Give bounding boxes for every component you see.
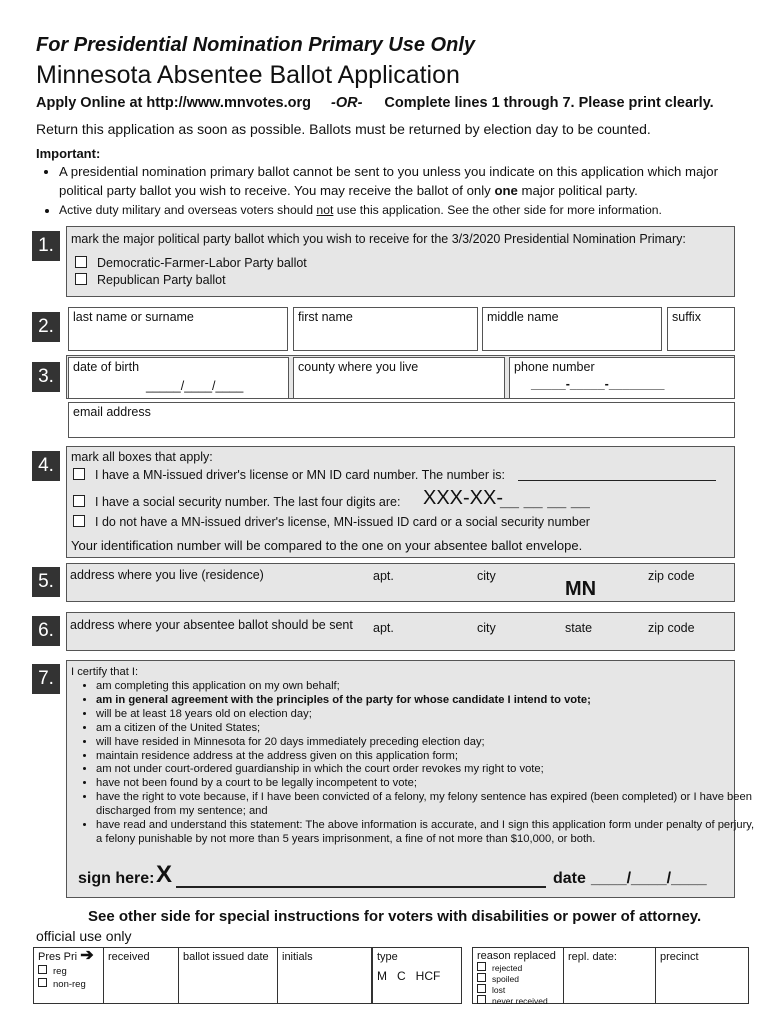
non-reg-label: non-reg xyxy=(53,979,86,990)
type-box xyxy=(372,947,462,1004)
party-prompt: mark the major political party ballot which you wish to receive for the 3/3/2020 Presidential Nomination Primary: xyxy=(71,232,686,246)
residence-apt-label: apt. xyxy=(373,569,394,583)
sign-x-mark: X xyxy=(156,861,173,888)
arrow-right-icon: ➔ xyxy=(80,947,94,964)
or-text: -OR- xyxy=(330,95,363,111)
dob-blank: _____/____/____ xyxy=(146,379,244,393)
ssn-prefix: XXX-XX- xyxy=(423,487,504,509)
ssn-checkbox[interactable] xyxy=(73,495,85,507)
lost-checkbox[interactable] xyxy=(477,984,486,993)
residence-city-label: city xyxy=(477,569,496,583)
reg-checkbox[interactable] xyxy=(38,965,47,974)
received-box xyxy=(103,947,179,1004)
complete-lines-text: Complete lines 1 through 7. Please print clearly. xyxy=(384,95,714,111)
mailing-address-label: address where your absentee ballot should be sent xyxy=(70,618,353,632)
dfl-checkbox[interactable] xyxy=(75,256,87,268)
first-name-field[interactable]: first name xyxy=(293,307,478,351)
cert-item: • have read and understand this statement: The above information is accurate, and I sign this application form under penalty of perjury, a felony punishable by not more than 5 years imprisonment, a fine of not more than $10,000, or both. xyxy=(96,819,756,847)
certification-list xyxy=(70,680,756,847)
mailing-city-label: city xyxy=(477,621,496,635)
cert-item: • am not under court-ordered guardianship in which the court order revokes my right to vote; xyxy=(96,763,756,777)
important-list xyxy=(36,162,759,220)
signature-date-blank[interactable]: ____/____/____ xyxy=(591,870,707,887)
no-id-option[interactable]: I do not have a MN-issued driver's license, MN-issued ID card or a social security number xyxy=(73,515,590,529)
dfl-option[interactable]: Democratic-Farmer-Labor Party ballot xyxy=(75,256,307,270)
suffix-field[interactable]: suffix xyxy=(667,307,735,351)
ballot-issued-date-label: ballot issued date xyxy=(183,951,269,963)
signature-line[interactable] xyxy=(176,886,546,888)
section-5-number: 5. xyxy=(32,567,60,597)
precinct-label: precinct xyxy=(660,951,699,963)
return-text: Return this application as soon as possible. Ballots must be returned by election day to be counted. xyxy=(36,121,651,137)
cert-item: • am in general agreement with the principles of the party for whose candidate I intend to vote; xyxy=(96,694,756,708)
section-3-number: 3. xyxy=(32,362,60,392)
no-id-checkbox[interactable] xyxy=(73,515,85,527)
repl-date-box xyxy=(563,947,656,1004)
instructions-line xyxy=(36,95,714,111)
republican-option[interactable]: Republican Party ballot xyxy=(75,273,226,287)
ssn-blanks[interactable]: __ __ __ __ xyxy=(500,491,590,510)
mailing-zip-label: zip code xyxy=(648,621,695,635)
precinct-box xyxy=(655,947,749,1004)
repl-date-label: repl. date: xyxy=(568,951,617,963)
spoiled-label: spoiled xyxy=(492,974,519,984)
id-note: Your identification number will be compared to the one on your absentee ballot envelope. xyxy=(71,538,583,553)
drivers-license-checkbox[interactable] xyxy=(73,468,85,480)
cert-item: • maintain residence address at the address given on this application form; xyxy=(96,750,756,764)
date-label: date xyxy=(553,870,586,887)
middle-name-field[interactable]: middle name xyxy=(482,307,662,351)
certify-label: I certify that I: xyxy=(71,666,139,678)
ssn-option[interactable]: I have a social security number. The last four digits are: xyxy=(73,495,400,509)
reg-label: reg xyxy=(53,966,67,977)
phone-field[interactable]: phone number xyxy=(509,357,735,399)
pres-pri-label: Pres Pri ➔ xyxy=(38,947,94,964)
official-use-label: official use only xyxy=(36,928,132,944)
initials-label: initials xyxy=(282,951,313,963)
primary-use-heading: For Presidential Nomination Primary Use Only xyxy=(36,34,476,56)
mailing-apt-label: apt. xyxy=(373,621,394,635)
residence-address-label: address where you live (residence) xyxy=(70,568,264,582)
section-1-number: 1. xyxy=(32,231,60,261)
initials-box xyxy=(277,947,372,1004)
apply-online-link[interactable]: Apply Online at http://www.mnvotes.org xyxy=(36,95,311,111)
reason-replaced-box xyxy=(472,947,564,1004)
section-6-number: 6. xyxy=(32,616,60,646)
important-bullet-1: • A presidential nomination primary ballot cannot be sent to you unless you indicate on this application which major political party ballot you wish to receive. You may receive the ballot of only one major political party. xyxy=(59,162,759,200)
phone-blank: _____-_____-________ xyxy=(531,377,665,391)
cert-item: • will have resided in Minnesota for 20 days immediately preceding election day; xyxy=(96,736,756,750)
received-label: received xyxy=(108,951,150,963)
sign-here-label: sign here: xyxy=(78,870,155,887)
rejected-checkbox[interactable] xyxy=(477,962,486,971)
drivers-license-option[interactable]: I have a MN-issued driver's license or MN ID card number. The number is: xyxy=(73,468,505,482)
rejected-label: rejected xyxy=(492,963,523,973)
county-field[interactable]: county where you live xyxy=(293,357,505,399)
see-other-side-note: See other side for special instructions for voters with disabilities or power of attorney. xyxy=(88,908,702,925)
never-received-checkbox[interactable] xyxy=(477,995,486,1004)
type-label: type xyxy=(377,951,398,963)
republican-checkbox[interactable] xyxy=(75,273,87,285)
reason-replaced-label: reason replaced xyxy=(477,950,556,962)
important-label: Important: xyxy=(36,146,101,161)
id-prompt: mark all boxes that apply: xyxy=(71,450,213,464)
important-bullet-2: • Active duty military and overseas voters should not use this application. See the other side for more information. xyxy=(59,201,759,220)
mailing-state-label: state xyxy=(565,621,593,635)
residence-state-value: MN xyxy=(565,578,597,600)
section-2-number: 2. xyxy=(32,312,60,342)
dob-field[interactable]: date of birth xyxy=(68,357,289,399)
non-reg-checkbox[interactable] xyxy=(38,978,47,987)
cert-item: • will be at least 18 years old on election day; xyxy=(96,708,756,722)
cert-item: • am a citizen of the United States; xyxy=(96,722,756,736)
cert-item: • have the right to vote because, if I have been convicted of a felony, my felony sentence has expired (been completed) or I have been discharged from my sentence; and xyxy=(96,791,756,819)
drivers-license-number-line[interactable] xyxy=(518,480,716,481)
cert-item: • am completing this application on my own behalf; xyxy=(96,680,756,694)
email-field[interactable]: email address xyxy=(68,402,735,438)
pres-pri-box xyxy=(33,947,104,1004)
ballot-issued-date-box xyxy=(178,947,278,1004)
section-7-number: 7. xyxy=(32,664,60,694)
residence-zip-label: zip code xyxy=(648,569,695,583)
spoiled-checkbox[interactable] xyxy=(477,973,486,982)
lost-label: lost xyxy=(492,985,506,995)
type-values: M C HCF xyxy=(377,969,441,983)
cert-item: • have not been found by a court to be legally incompetent to vote; xyxy=(96,777,756,791)
never-received-label: never received xyxy=(492,996,548,1006)
last-name-field[interactable]: last name or surname xyxy=(68,307,288,351)
section-4-number: 4. xyxy=(32,451,60,481)
page-title: Minnesota Absentee Ballot Application xyxy=(36,61,460,89)
